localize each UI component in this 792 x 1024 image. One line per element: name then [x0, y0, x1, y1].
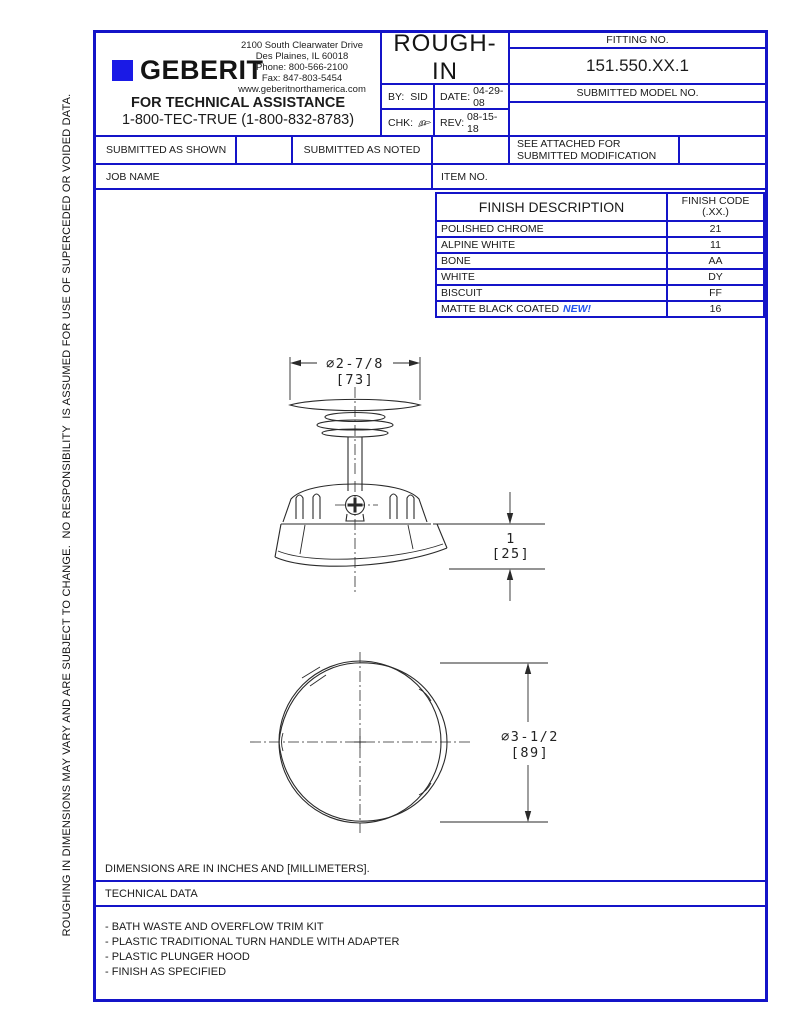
- rev-label: REV:: [440, 116, 465, 129]
- finish-table: [435, 192, 765, 318]
- by-value: SID: [410, 90, 428, 103]
- knob-diameter-dimension: [440, 663, 559, 822]
- fitting-no-value-cell: [510, 49, 765, 85]
- doc-type-cell: [382, 30, 510, 85]
- company-address: [216, 40, 388, 95]
- title-block-frame: [93, 30, 768, 1002]
- assistance-phone: 1-800-TEC-TRUE (1-800-832-8783): [121, 112, 355, 128]
- submitted-as-noted-cell: [293, 137, 433, 165]
- finish-code: DY: [708, 271, 723, 283]
- finish-code-header-line2: (.XX.): [702, 206, 729, 218]
- address-line: Des Plaines, IL 60018: [255, 51, 349, 62]
- finish-code-header: [668, 194, 763, 220]
- see-attached-checkbox[interactable]: [680, 137, 765, 165]
- hood-height-inches: 1: [506, 531, 516, 547]
- assistance-title: FOR TECHNICAL ASSISTANCE: [130, 95, 346, 111]
- job-name-label: JOB NAME: [106, 170, 160, 183]
- fitting-no-value: 151.550.XX.1: [585, 56, 690, 75]
- rev-cell: [435, 110, 510, 137]
- technical-drawing: [150, 345, 630, 860]
- submitted-as-noted-checkbox[interactable]: [433, 137, 510, 165]
- see-attached-line1: SEE ATTACHED FOR: [517, 138, 621, 150]
- date-label: DATE:: [440, 90, 471, 103]
- finish-code: AA: [708, 255, 723, 267]
- rev-value: 08-15-18: [467, 110, 498, 135]
- finish-row: [437, 236, 763, 252]
- doc-type: ROUGH-IN: [393, 30, 497, 85]
- drawing-area: [96, 190, 765, 882]
- finish-code: 11: [710, 239, 721, 251]
- finish-row: [437, 252, 763, 268]
- knob-diameter-inches: ⌀3-1/2: [501, 729, 559, 745]
- see-attached-line2: SUBMITTED MODIFICATION: [517, 150, 657, 162]
- technical-data-title: TECHNICAL DATA: [105, 887, 198, 900]
- company-website[interactable]: www.geberitnorthamerica.com: [238, 84, 366, 95]
- finish-row: [437, 268, 763, 284]
- units-note: DIMENSIONS ARE IN INCHES AND [MILLIMETERS].: [105, 863, 370, 875]
- finish-description-header: FINISH DESCRIPTION: [437, 194, 668, 220]
- submitted-as-shown-cell: [96, 137, 237, 165]
- finish-desc: BONE: [437, 254, 668, 268]
- finish-code: 16: [709, 303, 722, 315]
- finish-code: 21: [709, 223, 722, 235]
- technical-data-item: - PLASTIC PLUNGER HOOD: [105, 951, 250, 963]
- technical-data-list: [96, 907, 765, 999]
- cap-diameter-inches: ⌀2-7/8: [326, 356, 384, 372]
- checker-signature: [417, 114, 433, 132]
- finish-desc: ALPINE WHITE: [437, 238, 668, 252]
- date-cell: [435, 85, 510, 110]
- technical-data-item: - FINISH AS SPECIFIED: [105, 966, 227, 978]
- submitted-as-shown-checkbox[interactable]: [237, 137, 293, 165]
- finish-desc: WHITE: [437, 270, 668, 284]
- finish-desc: POLISHED CHROME: [437, 222, 668, 236]
- job-name-cell[interactable]: [96, 165, 433, 190]
- knob-diameter-mm: [89]: [510, 745, 550, 761]
- fitting-no-label-cell: [510, 33, 765, 49]
- finish-desc: BISCUIT: [437, 286, 668, 300]
- address-line: Fax: 847-803-5454: [261, 73, 343, 84]
- finish-code: FF: [709, 287, 722, 299]
- by-label: BY:: [388, 90, 405, 103]
- item-no-cell[interactable]: [433, 165, 765, 190]
- address-line: Phone: 800-566-2100: [256, 62, 348, 73]
- hood-height-mm: [25]: [491, 546, 531, 562]
- technical-data-item: - BATH WASTE AND OVERFLOW TRIM KIT: [105, 921, 324, 933]
- see-attached-cell: [510, 137, 680, 165]
- finish-row: [437, 220, 763, 236]
- chk-label: CHK:: [388, 116, 414, 129]
- brand-name: GEBERIT: [140, 55, 264, 85]
- finish-code-header-line1: FINISH CODE: [681, 195, 750, 207]
- side-disclaimer: ROUGHING IN DIMENSIONS MAY VARY AND ARE SUBJECT TO CHANGE. NO RESPONSIBILITY IS ASSUMED FOR USE OF SUPERCEDED OR VOIDED DATA.: [61, 93, 73, 937]
- by-cell: [382, 85, 435, 110]
- address-line: 2100 South Clearwater Drive: [241, 40, 363, 51]
- cap-diameter-mm: [73]: [335, 372, 375, 388]
- date-value: 04-29-08: [473, 84, 504, 109]
- fitting-no-label: FITTING NO.: [606, 34, 669, 46]
- model-no-label-cell: [510, 85, 765, 103]
- finish-row: [437, 284, 763, 300]
- model-no-label: SUBMITTED MODEL NO.: [576, 87, 699, 99]
- finish-row: [437, 300, 763, 316]
- submitted-as-noted-label: SUBMITTED AS NOTED: [303, 144, 421, 156]
- hood-height-dimension: [433, 492, 545, 601]
- geberit-logo-square-icon: [112, 60, 133, 81]
- technical-data-title-cell: [96, 882, 765, 907]
- new-badge: NEW!: [563, 303, 592, 315]
- submitted-as-shown-label: SUBMITTED AS SHOWN: [106, 144, 227, 156]
- finish-table-header: [437, 194, 763, 220]
- finish-desc: [437, 302, 668, 316]
- model-no-value-cell[interactable]: [510, 103, 765, 137]
- plunger-plan-view: [250, 652, 470, 833]
- brand-block: [96, 33, 382, 137]
- chk-cell: [382, 110, 435, 137]
- item-no-label: ITEM NO.: [441, 170, 488, 183]
- plunger-side-view: [275, 387, 447, 595]
- technical-data-item: - PLASTIC TRADITIONAL TURN HANDLE WITH ADAPTER: [105, 936, 400, 948]
- finish-desc-text: MATTE BLACK COATED: [441, 303, 560, 315]
